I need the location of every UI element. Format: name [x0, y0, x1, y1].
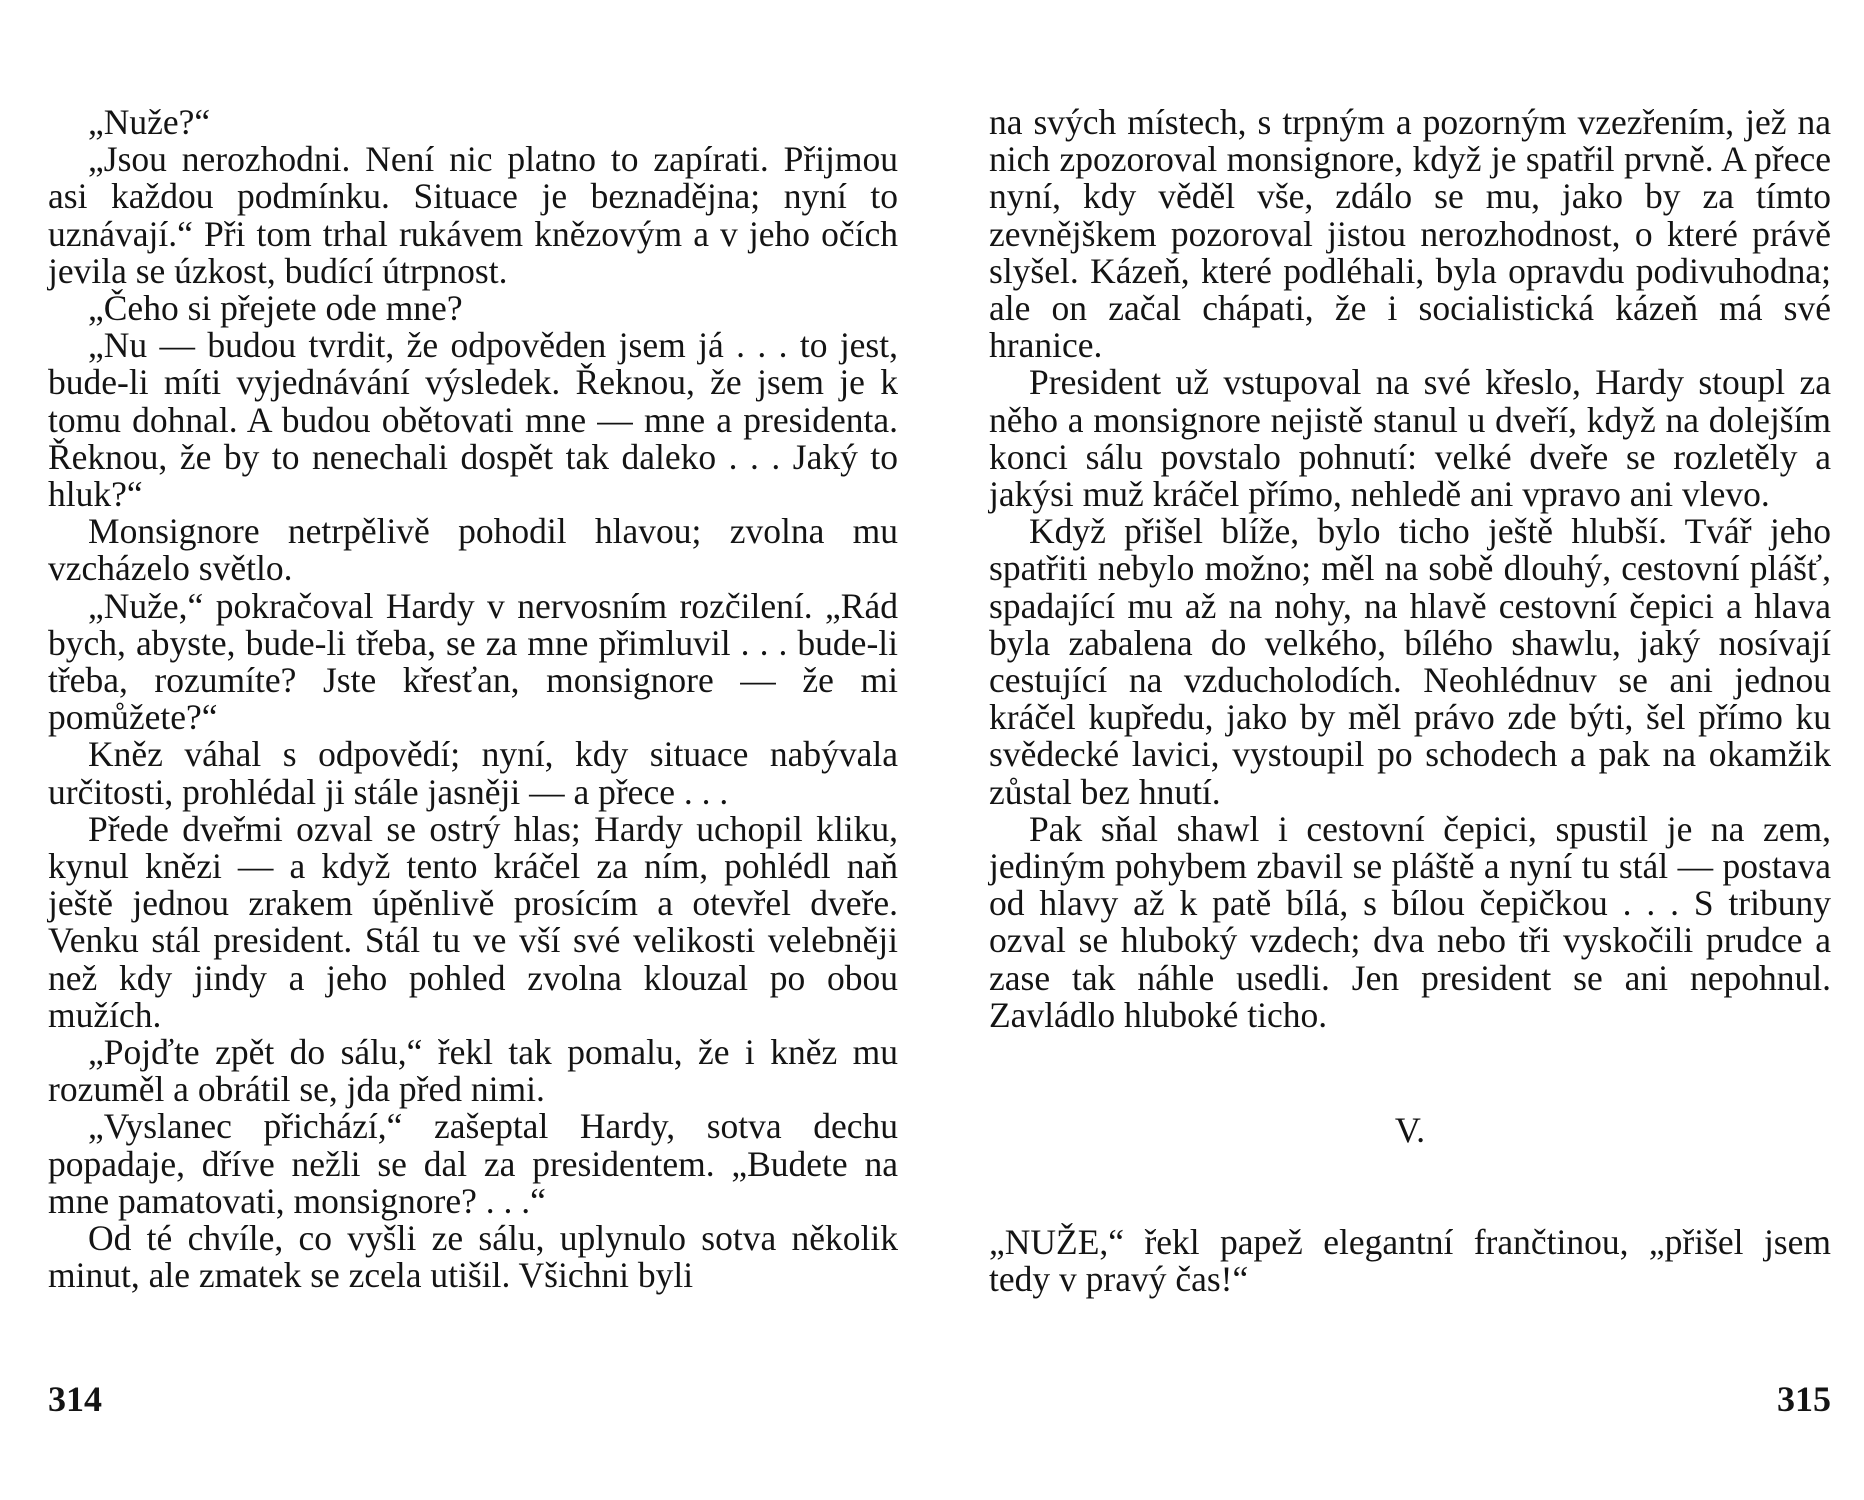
paragraph: „NUŽE,“ řekl papež elegantní frančtinou, „přišel jsem tedy v pravý čas!“ [989, 1222, 1831, 1300]
page-number-left: 314 [48, 1379, 102, 1419]
right-page-text [989, 104, 1831, 1299]
paragraph: „Pojďte zpět do sálu,“ řekl tak pomalu, že i kněz mu rozuměl a obrátil se, jda před nimi. [48, 1032, 898, 1110]
paragraph: President už vstupoval na své křeslo, Hardy stoupl za něho a monsignore nejistě stanul u dveří, když na dolejším konci sálu povstalo pohnutí: velké dveře se rozletěly a jakýsi muž kráčel přímo, nehledě ani vpravo ani vlevo. [989, 362, 1831, 515]
left-page-text [48, 104, 898, 1295]
paragraph: Přede dveřmi ozval se ostrý hlas; Hardy uchopil kliku, kynul knězi — a když tento kráčel za ním, pohlédl naň ještě jednou zrakem úpěnlivě prosícím a otevřel dveře. Venku stál president. Stál tu ve vší své velikosti velebněji než kdy jindy a jeho pohled zvolna klouzal po obou mužích. [48, 808, 898, 1035]
paragraph: „Jsou nerozhodni. Není nic platno to zapírati. Přijmou asi každou podmínku. Situace je beznadějna; nyní to uznávají.“ Při tom trhal rukávem knězovým a v jeho očích jevila se úzkost, budící útrpnost. [48, 139, 898, 291]
paragraph: Kněz váhal s odpovědí; nyní, kdy situace nabývala určitosti, prohlédal ji stále jasněji — a přece . . . [48, 734, 898, 812]
paragraph: „Čeho si přejete ode mne? [88, 288, 463, 329]
page-number-right: 315 [1777, 1379, 1831, 1419]
paragraph: na svých místech, s trpným a pozorným vzezřením, jež na nich zpozoroval monsignore, když je spatřil prvně. A přece nyní, kdy věděl vše, zdálo se mu, jako by za tímto zevnějškem pozoroval jistou nerozhodnost, o které právě slyšel. Kázeň, které podléhali, byla opravdu podivuhodna; ale on začal chápati, že i socialistická kázeň má své hranice. [989, 102, 1831, 366]
paragraph: „Nuže,“ pokračoval Hardy v nervosním rozčilení. „Rád bych, abyste, bude-li třeba, se za mne přimluvil . . . bude-li třeba, rozumíte? Jste křesťan, monsignore — že mi pomůžete?“ [48, 585, 898, 738]
paragraph: „Vyslanec přichází,“ zašeptal Hardy, sotva dechu popadaje, dříve nežli se dal za presidentem. „Budete na mne pamatovati, monsignore? . . .“ [48, 1106, 898, 1221]
paragraph: Když přišel blíže, bylo ticho ještě hlubší. Tvář jeho spatřiti nebylo možno; měl na sobě dlouhý, cestovní plášť, spadající mu až na nohy, na hlavě cestovní čepici a hlava byla zabalena do velkého, bílého shawlu, jaký nosívají cestující na vzducholodích. Neohlédnuv se ani jednou kráčel kupředu, jako by měl právo zde býti, šel přímo ku svědecké lavici, vystoupil po schodech a pak na okamžik zůstal bez hnutí. [989, 511, 1831, 812]
paragraph: „Nu — budou tvrdit, že odpověden jsem já . . . to jest, bude-li míti vyjednávání výsledek. Řeknou, že jsem je k tomu dohnal. A budou obětovati mne — mne a presidenta. Řeknou, že by to nenechali dospět tak daleko . . . Jaký to hluk?“ [48, 325, 898, 515]
paragraph: Pak sňal shawl i cestovní čepici, spustil je na zem, jediným pohybem zbavil se pláště a nyní tu stál — postava od hlavy až k patě bílá, s bílou čepičkou . . . S tribuny ozval se hluboký vzdech; dva nebo tři vyskočili prudce a zase tak náhle usedli. Jen president se ani nepohnul. Zavládlo hluboké ticho. [989, 808, 1831, 1035]
paragraph: „Nuže?“ [88, 102, 211, 142]
paragraph: Od té chvíle, co vyšli ze sálu, uplynulo sotva několik minut, ale zmatek se zcela utišil. Všichni byli [48, 1218, 898, 1296]
paragraph: Monsignore netrpělivě pohodil hlavou; zvolna mu vzcházelo světlo. [48, 511, 898, 589]
chapter-heading: V. [1394, 1110, 1426, 1151]
